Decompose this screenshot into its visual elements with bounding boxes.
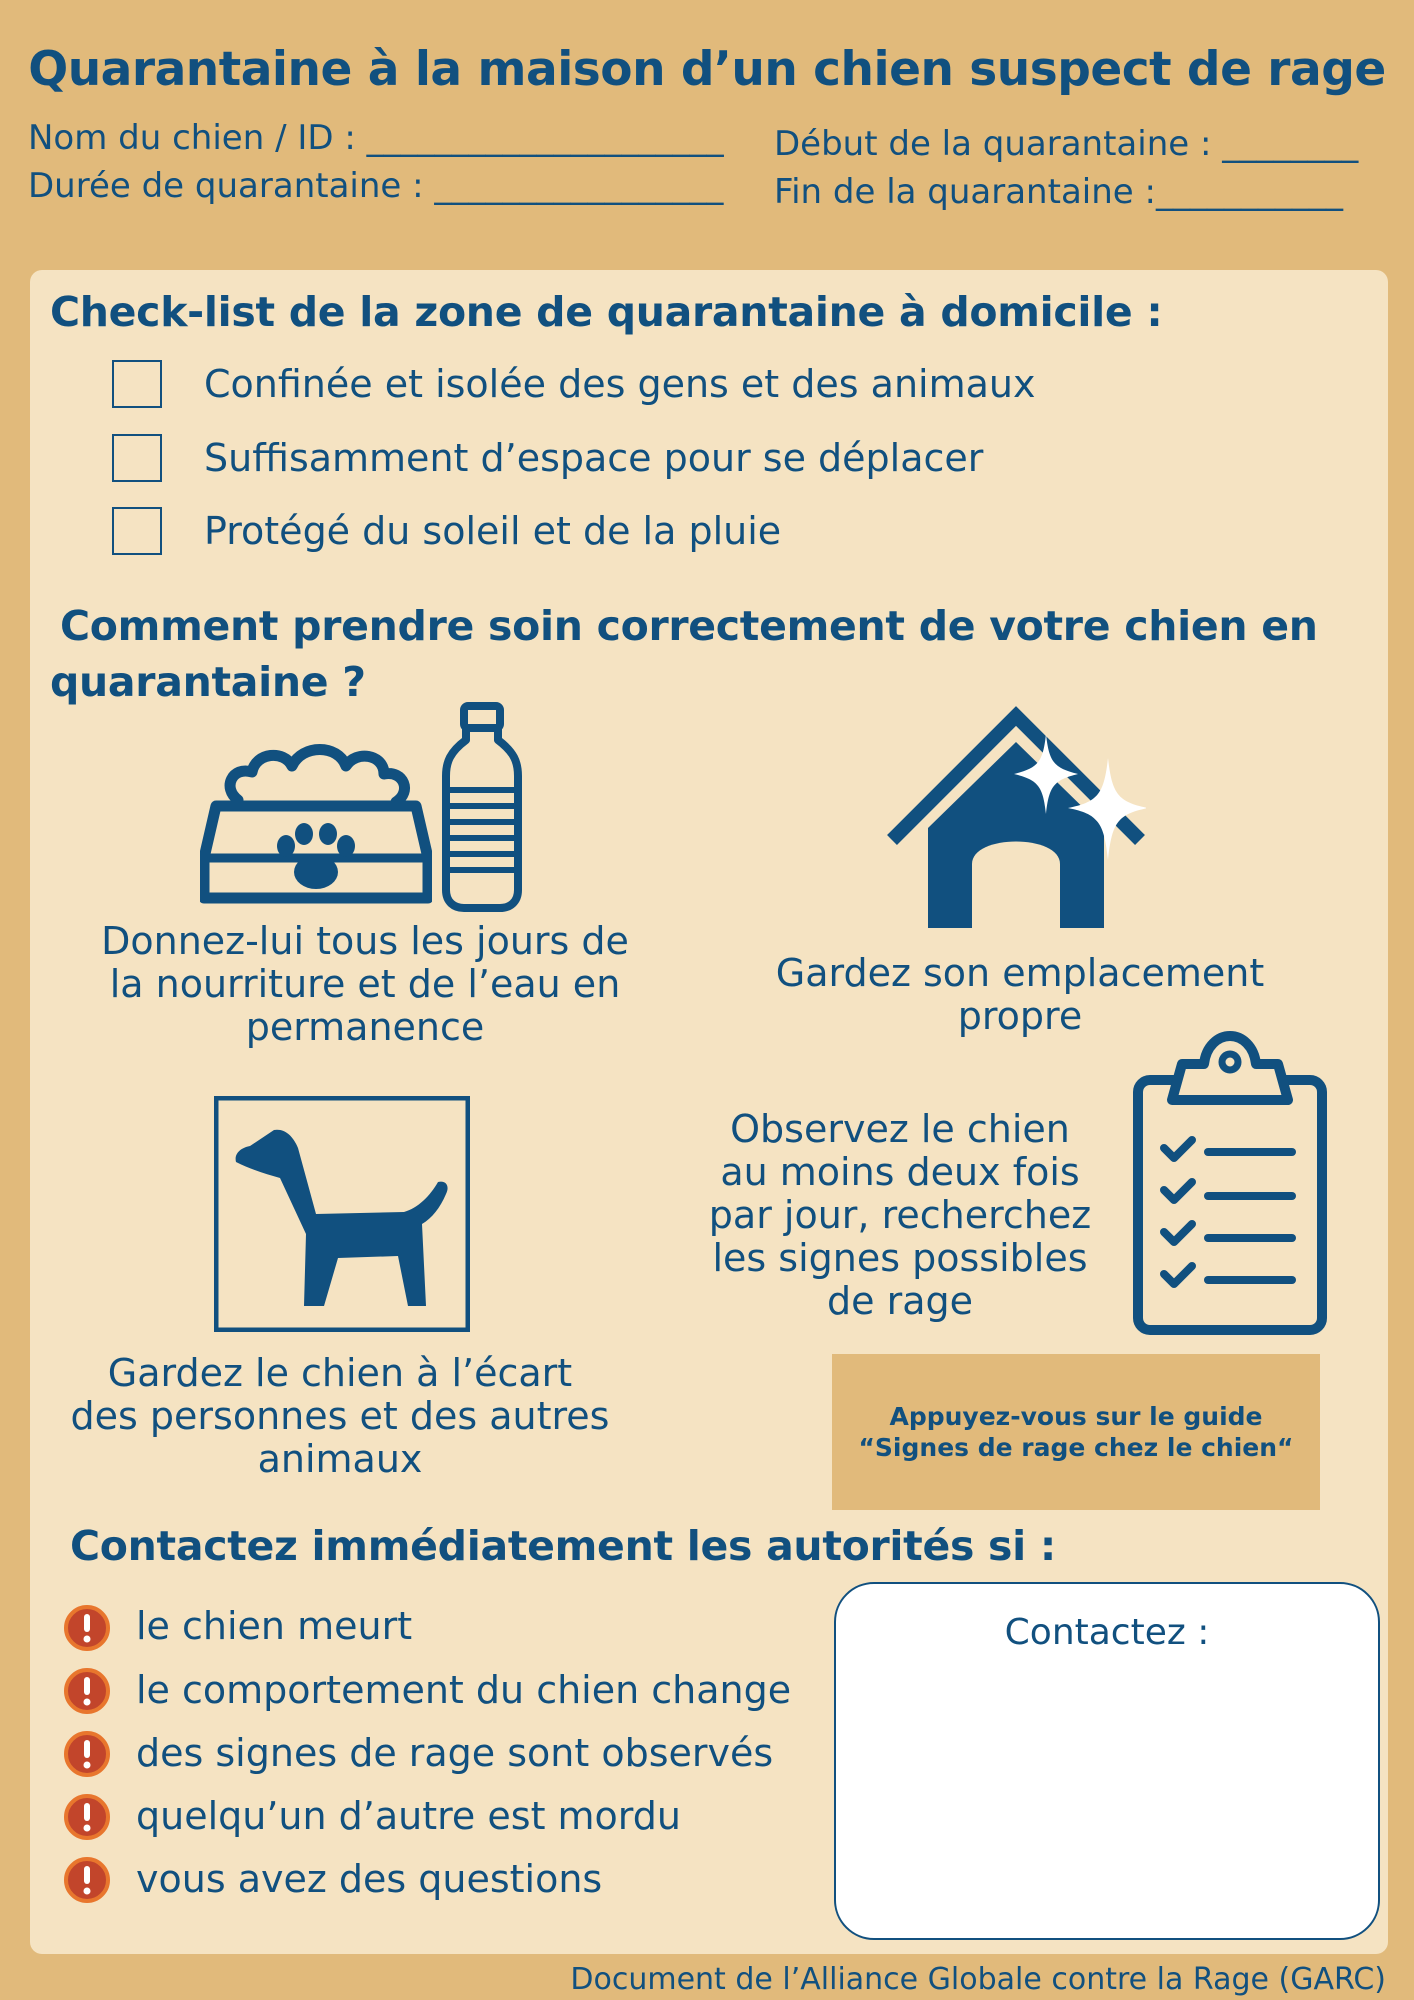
alert-icon bbox=[64, 1731, 110, 1777]
quarantine-end-field: Fin de la quarantaine :___________ bbox=[774, 172, 1343, 212]
clean-place-caption: Gardez son emplacement propre bbox=[775, 951, 1265, 1038]
footer-credit: Document de l’Alliance Globale contre la Rage (GARC) bbox=[570, 1962, 1386, 1997]
guide-note bbox=[832, 1354, 1320, 1510]
alert-item-label: le chien meurt bbox=[136, 1604, 413, 1648]
alert-icon bbox=[64, 1857, 110, 1903]
alert-item-label: des signes de rage sont observés bbox=[136, 1731, 774, 1775]
checklist-item-label: Confinée et isolée des gens et des animaux bbox=[204, 362, 1036, 406]
care-title-line2: quarantaine ? bbox=[50, 658, 366, 706]
food-water-caption: Donnez-lui tous les jours de la nourriture et de l’eau en permanence bbox=[101, 919, 629, 1049]
checklist-title: Check-list de la zone de quarantaine à domicile : bbox=[50, 288, 1163, 336]
checklist-item-label: Protégé du soleil et de la pluie bbox=[204, 509, 782, 553]
contact-box-label: Contactez : bbox=[1004, 1612, 1210, 1653]
water-bottle-icon bbox=[440, 700, 524, 914]
checkbox-space[interactable] bbox=[112, 434, 162, 482]
quarantine-start-field: Début de la quarantaine : ________ bbox=[774, 124, 1359, 164]
guide-note-text: Appuyez-vous sur le guide “Signes de rage chez le chien“ bbox=[858, 1402, 1294, 1462]
food-bowl-icon bbox=[200, 730, 432, 910]
dog-id-field: Nom du chien / ID : _____________________ bbox=[28, 118, 724, 158]
observe-caption: Observez le chien au moins deux fois par jour, recherchez les signes possibles de rage bbox=[708, 1107, 1092, 1323]
checklist-item-label: Suffisamment d’espace pour se déplacer bbox=[204, 436, 984, 480]
checkbox-confined[interactable] bbox=[112, 360, 162, 408]
contact-box[interactable] bbox=[834, 1582, 1380, 1940]
care-title-line1: Comment prendre soin correctement de votre chien en bbox=[60, 602, 1318, 650]
page-title: Quarantaine à la maison d’un chien suspect de rage bbox=[28, 42, 1386, 97]
clean-doghouse-icon bbox=[886, 698, 1146, 930]
alert-item-label: vous avez des questions bbox=[136, 1857, 603, 1901]
alert-item-label: le comportement du chien change bbox=[136, 1668, 792, 1712]
alert-item-label: quelqu’un d’autre est mordu bbox=[136, 1794, 681, 1838]
contact-title: Contactez immédiatement les autorités si : bbox=[70, 1522, 1056, 1570]
alert-icon bbox=[64, 1668, 110, 1714]
checkbox-protected[interactable] bbox=[112, 507, 162, 555]
clipboard-checklist-icon bbox=[1132, 1030, 1328, 1336]
isolate-caption: Gardez le chien à l’écart des personnes et des autres animaux bbox=[70, 1351, 610, 1481]
isolated-dog-icon bbox=[214, 1096, 470, 1332]
alert-icon bbox=[64, 1605, 110, 1651]
alert-icon bbox=[64, 1794, 110, 1840]
quarantine-duration-field: Durée de quarantaine : _________________ bbox=[28, 166, 724, 206]
